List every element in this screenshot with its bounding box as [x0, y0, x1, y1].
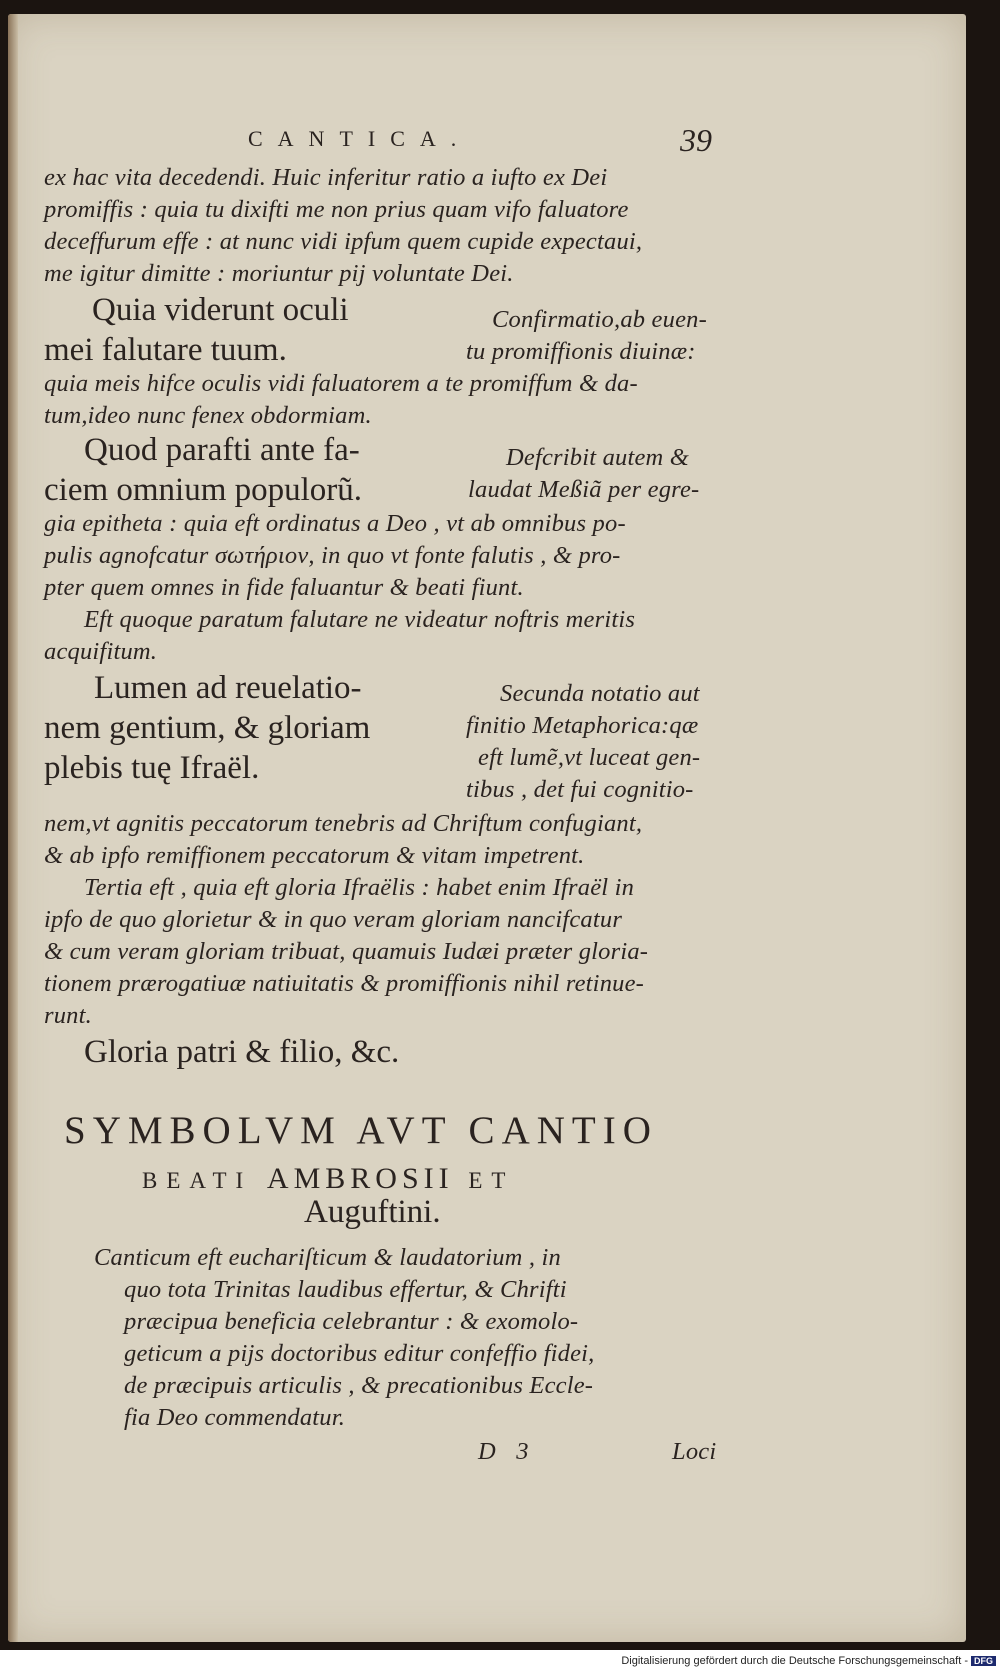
subheading-name: AMBROSII	[266, 1162, 454, 1195]
text-line: geticum a pijs doctoribus editur confeffio fidei,	[124, 1340, 595, 1367]
text-line: fia Deo commendatur.	[124, 1404, 346, 1431]
text-line: ex hac vita decedendi. Huic inferitur ratio a iufto ex Dei	[44, 164, 608, 191]
text-line: pulis agnofcatur σωτήριον, in quo vt fonte falutis , & pro-	[44, 542, 621, 569]
text-line: præcipua beneficia celebrantur : & exomolo-	[124, 1308, 579, 1335]
text-line: me igitur dimitte : moriuntur pij voluntate Dei.	[44, 260, 514, 287]
verse-line: Quod parafti ante fa-	[84, 432, 360, 468]
text-line: tionem prærogatiuæ natiuitatis & promiffionis nihil retinue-	[44, 970, 645, 997]
text-line: Eft quoque paratum falutare ne videatur noftris meritis	[84, 606, 636, 633]
gloss-line: Confirmatio,ab euen-	[492, 306, 707, 333]
text-line: Canticum eft euchariſticum & laudatorium , in	[94, 1244, 561, 1271]
gloss-line: eft lumẽ,vt luceat gen-	[478, 744, 701, 771]
gloss-line: finitio Metaphorica:qæ	[466, 712, 699, 739]
gloss-line: laudat Meßiã per egre-	[468, 476, 700, 503]
text-line: acquifitum.	[44, 638, 158, 665]
dfg-logo: DFG	[971, 1656, 996, 1666]
section-subheading	[142, 1162, 514, 1196]
text-line: deceffurum effe : at nunc vidi ipfum quem cupide expectaui,	[44, 228, 643, 255]
text-line: promiffis : quia tu dixifti me non prius quam vifo faluatore	[44, 196, 629, 223]
gloss-line: Defcribit autem &	[506, 444, 690, 471]
text-line: nem,vt agnitis peccatorum tenebris ad Chriftum confugiant,	[44, 810, 643, 837]
text-line: tum,ideo nunc fenex obdormiam.	[44, 402, 372, 429]
text-line: de præcipuis articulis , & precationibus Eccle-	[124, 1372, 594, 1399]
verse-line: Quia viderunt oculi	[92, 292, 349, 328]
text-line: quo tota Trinitas laudibus effertur, & Chrifti	[124, 1276, 567, 1303]
running-title: CANTICA.	[248, 126, 472, 151]
text-line: gia epitheta : quia eft ordinatus a Deo , vt ab omnibus po-	[44, 510, 626, 537]
text-line: Tertia eft , quia eft gloria Ifraëlis : habet enim Ifraël in	[84, 874, 635, 901]
page-number: 39	[680, 122, 712, 158]
verse-line: ciem omnium populorũ.	[44, 472, 363, 508]
verse-line: plebis tuę Ifraël.	[44, 750, 260, 786]
text-line: ipfo de quo glorietur & in quo veram gloriam nancifcatur	[44, 906, 623, 933]
text-line: runt.	[44, 1002, 92, 1029]
subheading-word: BEATI	[142, 1168, 253, 1193]
text-line: pter quem omnes in fide faluantur & beati fiunt.	[44, 574, 524, 601]
section-subheading-name: Auguftini.	[304, 1194, 441, 1230]
verse-line: Lumen ad reuelatio-	[94, 670, 362, 706]
text-line: quia meis hifce oculis vidi faluatorem a te promiffum & da-	[44, 370, 638, 397]
book-page	[8, 14, 966, 1642]
page-gutter	[8, 14, 18, 1642]
signature-mark: D 3	[478, 1438, 529, 1465]
gloss-line: tibus , det fui cognitio-	[466, 776, 694, 803]
verse-line: nem gentium, & gloriam	[44, 710, 371, 746]
verse-line: mei falutare tuum.	[44, 332, 287, 368]
catchword: Loci	[672, 1438, 717, 1465]
credit-text: Digitalisierung gefördert durch die Deutsche Forschungsgemeinschaft -	[621, 1655, 968, 1667]
digitization-credit	[621, 1655, 996, 1667]
text-line: & cum veram gloriam tribuat, quamuis Iudæi præter gloria-	[44, 938, 649, 965]
subheading-word: ET	[468, 1168, 515, 1193]
section-heading: SYMBOLVM AVT CANTIO	[64, 1109, 658, 1152]
gloss-line: tu promiffionis diuinæ:	[466, 338, 696, 365]
text-line: & ab ipfo remiffionem peccatorum & vitam impetrent.	[44, 842, 585, 869]
gloria-line: Gloria patri & filio, &c.	[84, 1034, 400, 1070]
gloss-line: Secunda notatio aut	[500, 680, 700, 707]
